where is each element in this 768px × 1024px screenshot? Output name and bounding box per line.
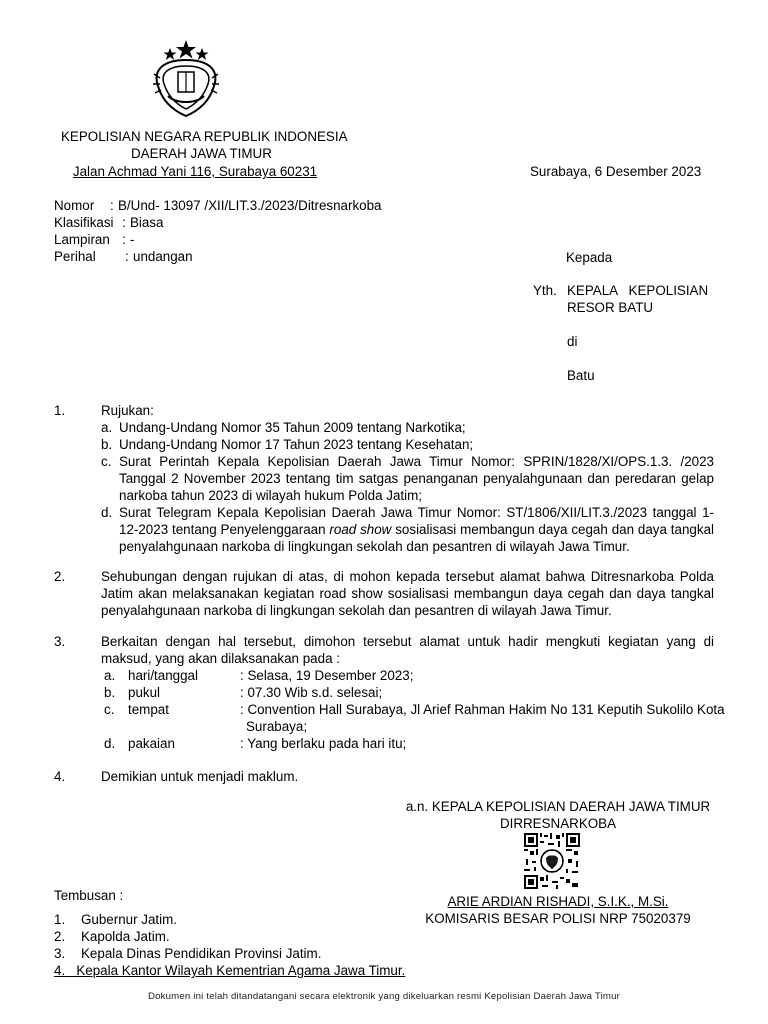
org-name: KEPOLISIAN NEGARA REPUBLIK INDONESIA [61, 129, 348, 144]
signatory-name: ARIE ARDIAN RISHADI, S.I.K., M.Si. [447, 894, 669, 909]
electronic-signature-note: Dokumen ini telah ditandatangani secara elektronik yang dikeluarkan resmi Kepolisian Daerah Jawa Timur [147, 991, 621, 1002]
list-letter: d. [104, 736, 116, 751]
org-region: DAERAH JAWA TIMUR [131, 146, 272, 161]
paragraph-number: 2. [54, 569, 66, 584]
recipient-kepada: Kepada [566, 250, 613, 265]
paragraph-number: 3. [54, 634, 66, 649]
signature-title: a.n. KEPALA KEPOLISIAN DAERAH JAWA TIMUR [405, 799, 711, 814]
meta-sep: : [122, 215, 126, 230]
paragraph-title: Rujukan: [101, 403, 154, 418]
list-letter: b. [104, 685, 116, 700]
cc-item: Kapolda Jatim. [81, 929, 170, 944]
detail-value: : 07.30 Wib s.d. selesai; [240, 685, 383, 700]
detail-value: : Yang berlaku pada hari itu; [240, 736, 407, 751]
meta-label: Perihal [54, 249, 96, 264]
list-letter: c. [101, 454, 112, 469]
cc-number: 1. [54, 912, 66, 927]
recipient-line1: KEPALA KEPOLISIAN [567, 283, 709, 298]
detail-label: pakaian [128, 736, 175, 751]
list-item: Undang-Undang Nomor 17 Tahun 2023 tentang Kesehatan; [119, 437, 474, 452]
paragraph-text: Sehubungan dengan rujukan di atas, di mohon kepada tersebut alamat bahwa Ditresnarkoba Polda Jatim akan melaksanakan kegiatan road show sosialisasi membangun daya cegah dan daya tangkal penyalahgunaan narkoba di lingkungan sekolah dan pesantren di wilayah Jawa Timur. [101, 569, 714, 618]
detail-value: : Convention Hall Surabaya, Jl Arief Rahman Hakim No 131 Keputih Sukolilo Kota [240, 702, 725, 717]
cc-number: 3. [54, 946, 66, 961]
list-item-text: sosialisasi membangun daya cegah dan daya tangkal penyalahgunaan narkoba di lingkungan sekolah dan pesantren di wilayah Jawa Timur. [119, 522, 714, 554]
signatory-rank: KOMISARIS BESAR POLISI NRP 75020379 [425, 911, 691, 926]
paragraph-number: 4. [54, 769, 66, 784]
list-item: Undang-Undang Nomor 35 Tahun 2009 tentang Narkotika; [119, 420, 466, 435]
paragraph-number: 1. [54, 403, 66, 418]
recipient-di: di [567, 334, 578, 349]
list-letter: b. [101, 437, 113, 452]
detail-label: tempat [128, 702, 169, 717]
meta-label: Lampiran [54, 232, 110, 247]
qr-code-icon [524, 833, 580, 889]
detail-value-cont: Surabaya; [246, 719, 308, 734]
cc-item: Kepala Dinas Pendidikan Provinsi Jatim. [81, 946, 322, 961]
recipient-yth: Yth. [533, 283, 557, 298]
list-item-text: Surat Telegram Kepala Kepolisian Daerah Jawa Timur Nomor: ST/1806/XII/LIT.3./2023 tanggal 1-12-2023 tentang Penyelenggaraan [119, 505, 714, 537]
cc-title: Tembusan : [54, 888, 124, 903]
cc-number: 4. [54, 963, 66, 978]
paragraph-text: Berkaitan dengan hal tersebut, dimohon tersebut alamat untuk hadir mengkuti kegiatan yang di maksud, yang akan dilaksanakan pada : [101, 634, 714, 666]
meta-value-perihal: undangan [133, 249, 193, 264]
meta-value-klasifikasi: Biasa [130, 215, 164, 230]
cc-item-last [54, 962, 405, 979]
cc-item: Kepala Kantor Wilayah Kementrian Agama Jawa Timur. [76, 963, 406, 978]
recipient-line2: RESOR BATU [567, 300, 654, 315]
list-letter: c. [104, 702, 115, 717]
meta-sep: : [110, 198, 114, 213]
org-address: Jalan Achmad Yani 116, Surabaya 60231 [72, 164, 318, 179]
signature-position: DIRRESNARKOBA [499, 816, 617, 831]
list-item-italic: road show [329, 522, 392, 537]
list-letter: a. [104, 668, 116, 683]
list-letter: a. [101, 420, 113, 435]
list-item: Surat Perintah Kepala Kepolisian Daerah Jawa Timur Nomor: SPRIN/1828/XI/OPS.1.3. /2023 Tanggal 2 November 2023 tentang tim satgas penanganan penyalahgunaan dan peredaran gelap narkoba tahun 2023 di wilayah hukum Polda Jatim; [119, 454, 714, 503]
cc-number: 2. [54, 929, 66, 944]
police-crest-icon [146, 38, 226, 120]
detail-label: hari/tanggal [128, 668, 198, 683]
meta-sep: : [122, 232, 126, 247]
cc-item: Gubernur Jatim. [81, 912, 178, 927]
list-item [119, 504, 714, 555]
detail-value: : Selasa, 19 Desember 2023; [240, 668, 414, 683]
meta-value-nomor: B/Und- 13097 /XII/LIT.3./2023/Ditresnarkoba [118, 198, 382, 213]
meta-label: Klasifikasi [54, 215, 114, 230]
meta-sep: : [125, 249, 129, 264]
paragraph-text: Demikian untuk menjadi maklum. [101, 769, 299, 784]
list-letter: d. [101, 505, 113, 520]
detail-label: pukul [128, 685, 161, 700]
meta-label: Nomor [54, 198, 95, 213]
place-date: Surabaya, 6 Desember 2023 [530, 164, 702, 179]
meta-value-lampiran: - [130, 232, 135, 247]
recipient-place: Batu [567, 368, 595, 383]
